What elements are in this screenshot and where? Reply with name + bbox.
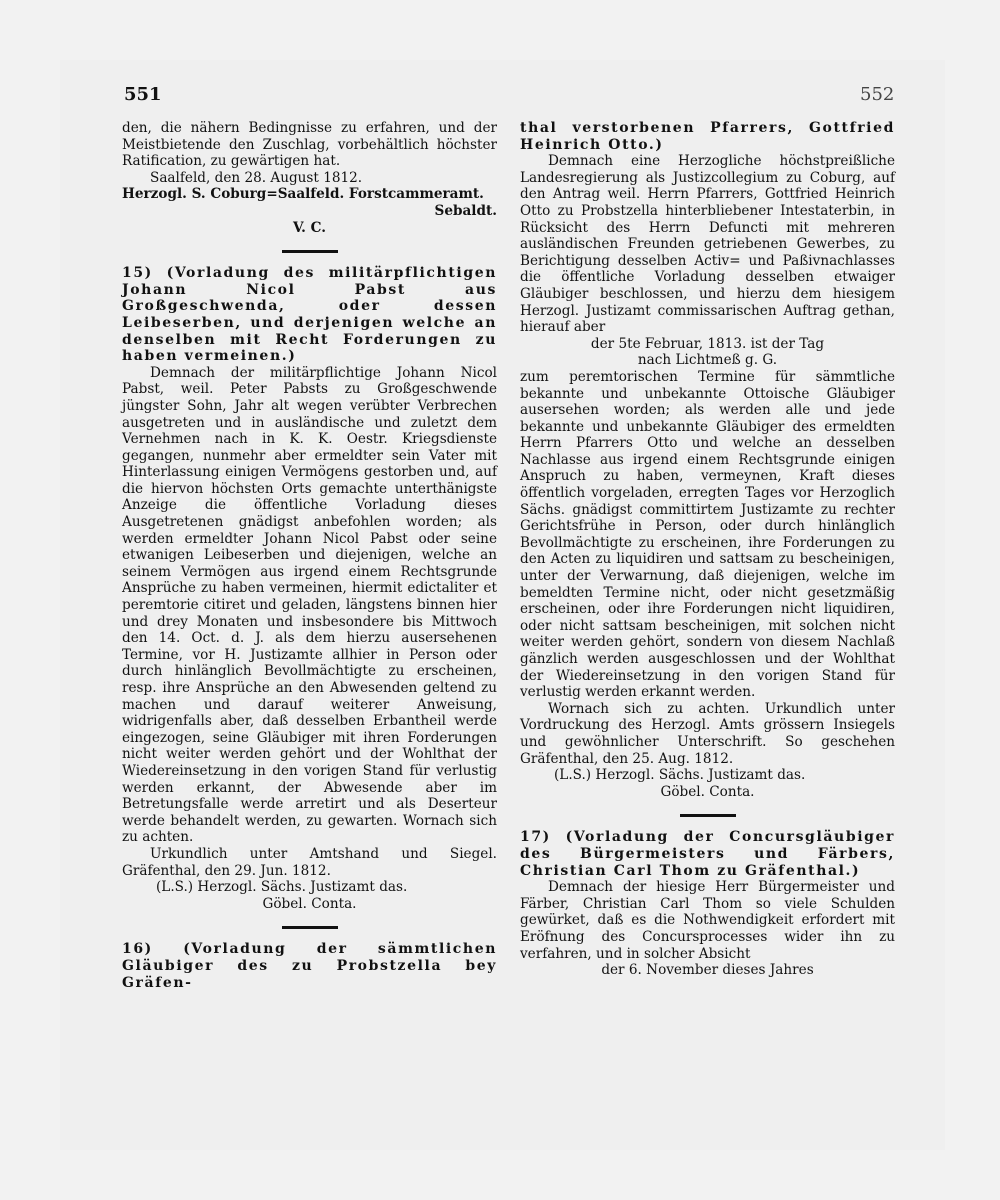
notice-16-date-line-2: nach Lichtmeß g. G. <box>637 352 778 369</box>
section-divider <box>680 814 736 817</box>
notice-16-signatures: Göbel. Conta. <box>660 783 755 800</box>
notice-15-seal: (L.S.) Herzogl. Sächs. Justizamt das. <box>156 879 408 896</box>
right-column <box>520 120 895 979</box>
notice-15-body: Demnach der militärpflichtige Johann Nicol Pabst, weil. Peter Pabsts zu Großgeschwende jüngster Sohn, Jahr alt wegen verübter Verbrechen ausgetreten und in ausländische und zuletzt dem Vernehmen nach in K. K. Oestr. Kriegsdienste gegangen, nunmehr aber ermeldter sein Vater mit Hinterlassung einigen Vermögens gestorben und, auf die hiervon höchsten Orts gemachte unterthänigste Anzeige die öffentliche Vorladung dieses Ausgetretenen gnädigst anbefohlen worden; als werden ermeldter Johann Nicol Pabst oder seine etwanigen Leibeserben und diejenigen, welche an seinem Vermögen aus irgend einem Rechtsgrunde Ansprüche zu haben vermeinen, hiermit edictaliter et peremtorie citiret und geladen, längstens binnen hier und drey Monaten und insbesondere bis Mittwoch den 14. Oct. d. J. als dem hierzu ausersehenen Termine, vor H. Justizamte allhier in Person oder durch hinlänglich Bevollmächtigte zu erscheinen, resp. ihre Ansprüche an den Abwesenden geltend zu machen und darauf weiterer Anweisung, widrigenfalls aber, daß desselben Erbantheil werde eingezogen, seine Gläubiger mit ihren Forderungen nicht weiter werden gehört und der Wohlthat der Wiedereinsetzung in den vorigen Stand für verlustig werden erkannt, der Abwesende aber im Betretungsfalle werde arretirt und als Deserteur werde behandelt werden, zu gewarten. Wornach sich zu achten. <box>122 364 497 846</box>
signer: Sebaldt. <box>434 202 497 219</box>
page-number-right: 552 <box>860 84 895 105</box>
section-divider <box>282 926 338 929</box>
notice-17-date: der 6. November dieses Jahres <box>601 962 814 979</box>
notice-16-seal: (L.S.) Herzogl. Sächs. Justizamt das. <box>554 767 806 784</box>
notice-16-closing: Wornach sich zu achten. Urkundlich unter Vordruckung des Herzogl. Amts grössern Insiegels und gewöhnlicher Unterschrift. So geschehen Gräfenthal, den 25. Aug. 1812. <box>520 700 895 767</box>
notice-16-heading: 16) (Vorladung der sämmtlichen Gläubiger des zu Probstzella bey Gräfen- <box>122 941 497 991</box>
notice-16-body-cont: zum peremtorischen Termine für sämmtliche bekannte und unbekannte Ottoische Gläubiger ausersehen worden; als werden alle und jede bekannte und unbekannte Gläubiger des ermeldten Herrn Pfarrers Otto und welche an desselben Nachlasse aus irgend einem Rechtsgrunde einigen Anspruch zu haben, vermeynen, Kraft dieses öffentlich vorgeladen, erregten Tages vor Herzoglich Sächs. gnädigst committirtem Justizamte zu rechter Gerichtsfrühe in Person, oder durch hinlänglich Bevollmächtigte zu erscheinen, ihre Forderungen zu den Acten zu liquidiren und sattsam zu bescheinigen, unter der Verwarnung, daß diejenigen, welche im bemeldten Termine nicht, oder nicht gesetzmäßig erscheinen, oder ihre Forderungen nicht liquidiren, oder nicht sattsam bescheinigen, mit solchen nicht weiter werden gehört, sondern von diesem Nachlaß gänzlich werden ausgeschlossen und der Wohlthat der Wiedereinsetzung in den vorigen Stand für verlustig werden erkannt werden. <box>520 368 895 701</box>
place-date: Saalfeld, den 28. August 1812. <box>150 169 363 186</box>
notice-15-signatures: Göbel. Conta. <box>262 895 357 912</box>
notice-16-date-line-1: der 5te Februar, 1813. ist der Tag <box>590 335 825 352</box>
notice-16-body: Demnach eine Herzogliche höchstpreißliche Landesregierung als Justizcollegium zu Coburg, auf den Antrag weil. Herrn Pfarrers, Gottfried Heinrich Otto zu Probstzella hinterbliebener Intestaterbin, in Rücksicht des Herrn Defuncti mit mehreren ausländischen Freunden getriebenen Gewerbes, zu Berichtigung desselben Activ= und Paßivnachlasses die öffentliche Vorladung desselben etwaiger Gläubiger beschlossen, und hierzu dem hiesigem Herzogl. Justizamt commissarischen Auftrag gethan, hierauf aber <box>520 153 895 336</box>
page-number-left: 551 <box>124 84 162 105</box>
notice-17-heading: 17) (Vorladung der Concursgläubiger des Bürgermeisters und Färbers, Christian Carl Thom zu Gräfenthal.) <box>520 829 895 879</box>
authority-line: Herzogl. S. Coburg=Saalfeld. Forstcammeramt. <box>122 186 484 203</box>
left-column <box>122 120 497 991</box>
continuation-paragraph: den, die nähern Bedingnisse zu erfahren, und der Meistbietende den Zuschlag, vorbehältlich höchster Ratification, zu gewärtigen hat. <box>122 120 497 170</box>
notice-15-heading: 15) (Vorladung des militärpflichtigen Johann Nicol Pabst aus Großgeschwenda, oder dessen Leibeserben, und derjenigen welche an denselben mit Recht Forderungen zu haben vermeinen.) <box>122 265 497 365</box>
notice-15-closing: Urkundlich unter Amtshand und Siegel. Gräfenthal, den 29. Jun. 1812. <box>122 845 497 879</box>
notice-17-body: Demnach der hiesige Herr Bürgermeister und Färber, Christian Carl Thom so viele Schulden gewürket, daß es die Nothwendigkeit erfordert mit Eröfnung des Concursprocesses wider ihn zu verfahren, und in solcher Absicht <box>520 879 895 962</box>
section-divider <box>282 250 338 253</box>
notice-16-heading-cont: thal verstorbenen Pfarrers, Gottfried Heinrich Otto.) <box>520 120 895 153</box>
vc-mark: V. C. <box>293 219 326 236</box>
